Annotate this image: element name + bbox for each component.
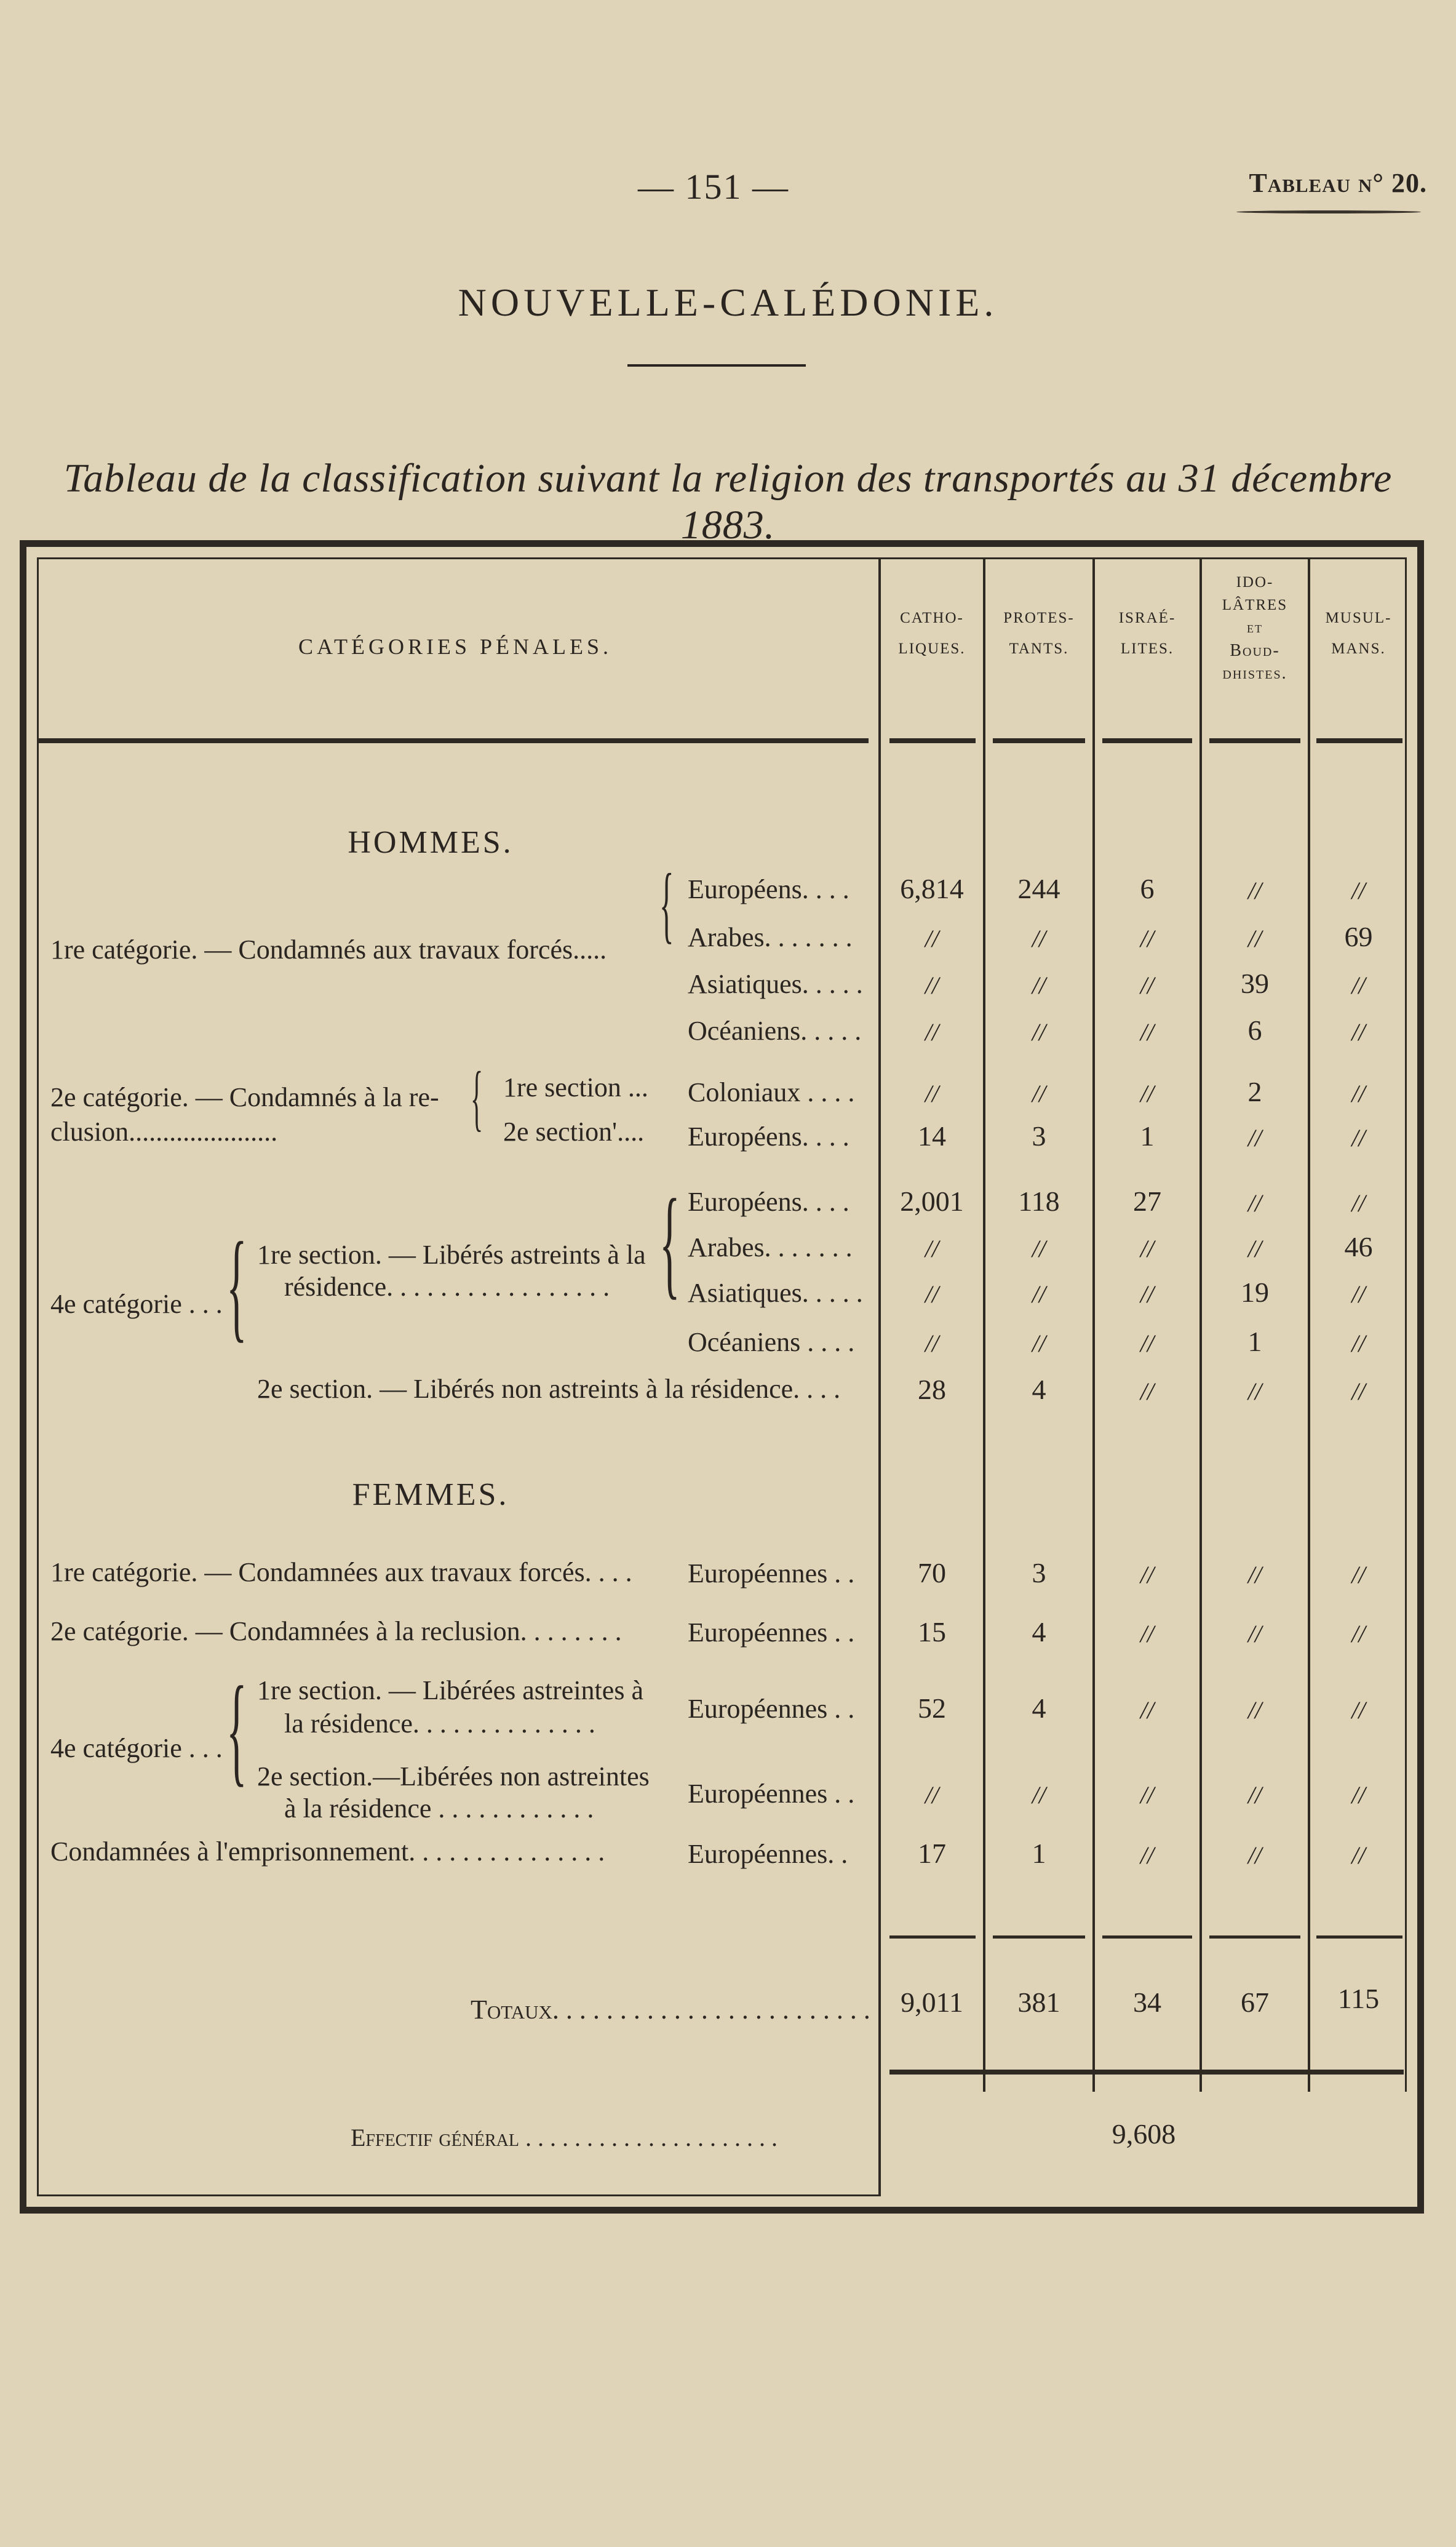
row-label: 1re section ... [503,1072,648,1102]
row-origin: Arabes. . . . . . . [688,1232,853,1262]
table-cell: // [925,1235,939,1262]
table-cell: // [1351,1080,1366,1107]
table-cell: 4 [1032,1374,1046,1405]
header-rule [38,738,869,743]
table-cell: // [1351,1329,1366,1357]
row-origin: Européens. . . . [688,1122,849,1152]
section-hommes: HOMMES. [348,825,514,860]
column-divider [1092,559,1095,2194]
table-cell: 1 [1247,1326,1262,1357]
brace-icon: { [226,1662,247,1798]
table-cell: // [1140,1329,1155,1357]
totals-label: Totaux. . . . . . . . . . . . . . . . . . . . . . . . [471,1995,870,2025]
row-origin: Arabes. . . . . . . [688,922,853,952]
table-cell: // [1032,1280,1046,1308]
row-label: clusion...................... [50,1117,278,1147]
totals-rule [1209,1935,1300,1939]
table-cell: 14 [918,1120,946,1152]
table-cell: 15 [918,1616,946,1648]
table-cell: // [1032,1080,1046,1107]
table-cell: // [1140,1696,1155,1724]
table-cell: 3 [1032,1557,1046,1588]
table-cell: 6,814 [900,873,964,904]
table-cell: // [1351,1280,1366,1308]
table-cell: // [1247,1781,1262,1809]
table-cell: // [1351,1018,1366,1046]
row-label: à la résidence . . . . . . . . . . . . [284,1793,594,1824]
table-cell: // [1247,1124,1262,1152]
row-origin: Européens. . . . [688,874,849,904]
row-label: la résidence. . . . . . . . . . . . . . [284,1708,595,1739]
row-label: 2e section'.... [503,1117,645,1147]
row-label: 1re section. — Libérées astreintes à [257,1675,643,1705]
table-cell: 6 [1247,1014,1262,1046]
table-cell: // [925,971,939,999]
table-reference: Tableau n° 20. [1249,168,1427,198]
header-israelites: ISRAÉ- LITES. [1118,610,1176,657]
table-cell: // [1351,1841,1366,1869]
table-cell: // [1351,877,1366,904]
table-cell: 2 [1247,1076,1262,1107]
table-cell: // [1140,1235,1155,1262]
table-cell: // [1140,1841,1155,1869]
table-cell: // [1247,1561,1262,1588]
table-cell: // [1247,1189,1262,1217]
table-cell: 70 [918,1557,946,1588]
row-origin: Européens. . . . [688,1187,849,1217]
header-protestants: PROTES- TANTS. [1003,610,1075,657]
header-rule [1102,738,1192,743]
header-idolatres: IDO- LÂTRES et Boud- dhistes. [1222,574,1288,683]
table-cell: // [1247,877,1262,904]
table-cell: // [925,1329,939,1357]
table-cell: // [1351,1781,1366,1809]
table-subtitle: Tableau de la classification suivant la religion des transportés au 31 décembre 1883. [63,456,1393,548]
table-cell: // [1351,1561,1366,1588]
table-cell: 39 [1241,968,1269,999]
totals-rule [1102,1935,1192,1939]
table-cell: // [1140,1781,1155,1809]
total-protestants: 381 [1017,1987,1060,2018]
table-cell: // [1351,1696,1366,1724]
table-cell: // [1032,925,1046,952]
table-cell: // [1140,1080,1155,1107]
table-cell: // [1247,1620,1262,1648]
row-label: 2e section.—Libérées non astreintes [257,1761,650,1792]
row-label: résidence. . . . . . . . . . . . . . . . . [284,1272,610,1302]
row-origin: Européennes. . [688,1839,848,1869]
row-origin: Européennes . . [688,1617,855,1648]
row-label: 2e section. — Libérés non astreints à la résidence. . . . [257,1374,841,1404]
table-cell: // [1247,1235,1262,1262]
table-cell: // [1351,1189,1366,1217]
table-cell: 69 [1344,921,1373,952]
totals-rule [993,1935,1085,1939]
table-cell: 17 [918,1838,946,1869]
table-cell: // [1140,1561,1155,1588]
table-cell: // [1032,1781,1046,1809]
row-label: 4e catégorie . . . [50,1733,223,1763]
row-origin: Asiatiques. . . . . [688,1278,863,1308]
table-cell: 27 [1133,1186,1161,1217]
table-cell: // [1032,1235,1046,1262]
table-cell: // [1351,971,1366,999]
table-cell: // [1140,1280,1155,1308]
table-cell: 1 [1140,1120,1155,1152]
table-cell: // [1140,925,1155,952]
page-title: NOUVELLE-CALÉDONIE. [458,281,998,324]
table-cell: 244 [1017,873,1060,904]
total-idolatres: 67 [1241,1987,1269,2018]
table-cell: // [1140,1018,1155,1046]
brace-icon: { [659,1174,680,1310]
header-rule [889,738,976,743]
table-cell: // [1247,1696,1262,1724]
header-rule [993,738,1085,743]
row-origin: Océaniens. . . . . [688,1016,862,1046]
column-divider [1308,559,1310,2194]
row-origin: Européennes . . [688,1694,855,1724]
header-musulmans: MUSUL- MANS. [1325,610,1392,657]
table-cell: // [1351,1620,1366,1648]
table-cell: 2,001 [900,1186,964,1217]
effectif-general: 9,608 [1112,2118,1176,2150]
table-cell: 3 [1032,1120,1046,1152]
page-number: — 151 — [638,167,789,207]
table-cell: 28 [918,1374,946,1405]
table-cell: // [1140,1620,1155,1648]
table-cell: 4 [1032,1692,1046,1724]
row-origin: Coloniaux . . . . [688,1077,855,1107]
table-cell: // [1351,1377,1366,1405]
row-label: Condamnées à l'emprisonnement. . . . . . . . . . . . . . . [50,1836,605,1867]
effectif-rule [889,2070,1404,2075]
table-cell: // [1247,1377,1262,1405]
table-cell: // [1140,971,1155,999]
table-cell: 1 [1032,1838,1046,1869]
table-cell: 118 [1018,1186,1060,1217]
table-cell: 46 [1344,1231,1373,1262]
table-cell: // [1032,971,1046,999]
table-cell: // [1032,1329,1046,1357]
row-label: 2e catégorie. — Condamnés à la re- [50,1082,439,1112]
table-cell: // [925,1018,939,1046]
row-label: 2e catégorie. — Condamnées à la reclusion. . . . . . . . [50,1616,622,1646]
title-rule [627,364,806,367]
table-cell: // [925,925,939,952]
table-cell: // [1140,1377,1155,1405]
column-divider [1199,559,1202,2194]
effectif-label: Effectif général . . . . . . . . . . . . . . . . . . . . . [351,2124,778,2151]
row-origin: Européennes . . [688,1779,855,1809]
totals-rule [889,1935,976,1939]
brace-icon: { [226,1218,247,1353]
total-israelites: 34 [1133,1987,1161,2018]
row-origin: Asiatiques. . . . . [688,969,863,999]
brace-icon: { [471,1056,483,1138]
table-cell: // [925,1280,939,1308]
table-reference-underline [1236,210,1421,213]
table-cell: // [1247,925,1262,952]
table-cell: // [1032,1018,1046,1046]
table-cell: 6 [1140,873,1155,904]
header-rule [1316,738,1402,743]
row-label: 1re catégorie. — Condamnés aux travaux forcés..... [50,935,607,965]
header-catholiques: CATHO- LIQUES. [898,610,966,657]
table-cell: // [925,1781,939,1809]
header-categories: CATÉGORIES PÉNALES. [298,634,613,659]
table-cell: // [925,1080,939,1107]
brace-icon: { [659,856,674,952]
row-origin: Océaniens . . . . [688,1327,855,1357]
total-catholiques: 9,011 [901,1987,963,2018]
row-origin: Européennes . . [688,1558,855,1588]
row-label: 1re section. — Libérés astreints à la [257,1240,646,1270]
table-cell: // [1351,1124,1366,1152]
table-cell: 19 [1241,1277,1269,1308]
totals-rule [1316,1935,1402,1939]
total-musulmans: 115 [1337,1983,1380,2014]
table-cell: // [1247,1841,1262,1869]
table-cell: 52 [918,1692,946,1724]
row-label: 4e catégorie . . . [50,1289,223,1319]
section-femmes: FEMMES. [352,1477,509,1512]
row-label: 1re catégorie. — Condamnées aux travaux forcés. . . . [50,1557,632,1587]
header-rule [1209,738,1300,743]
table-cell: 4 [1032,1616,1046,1648]
